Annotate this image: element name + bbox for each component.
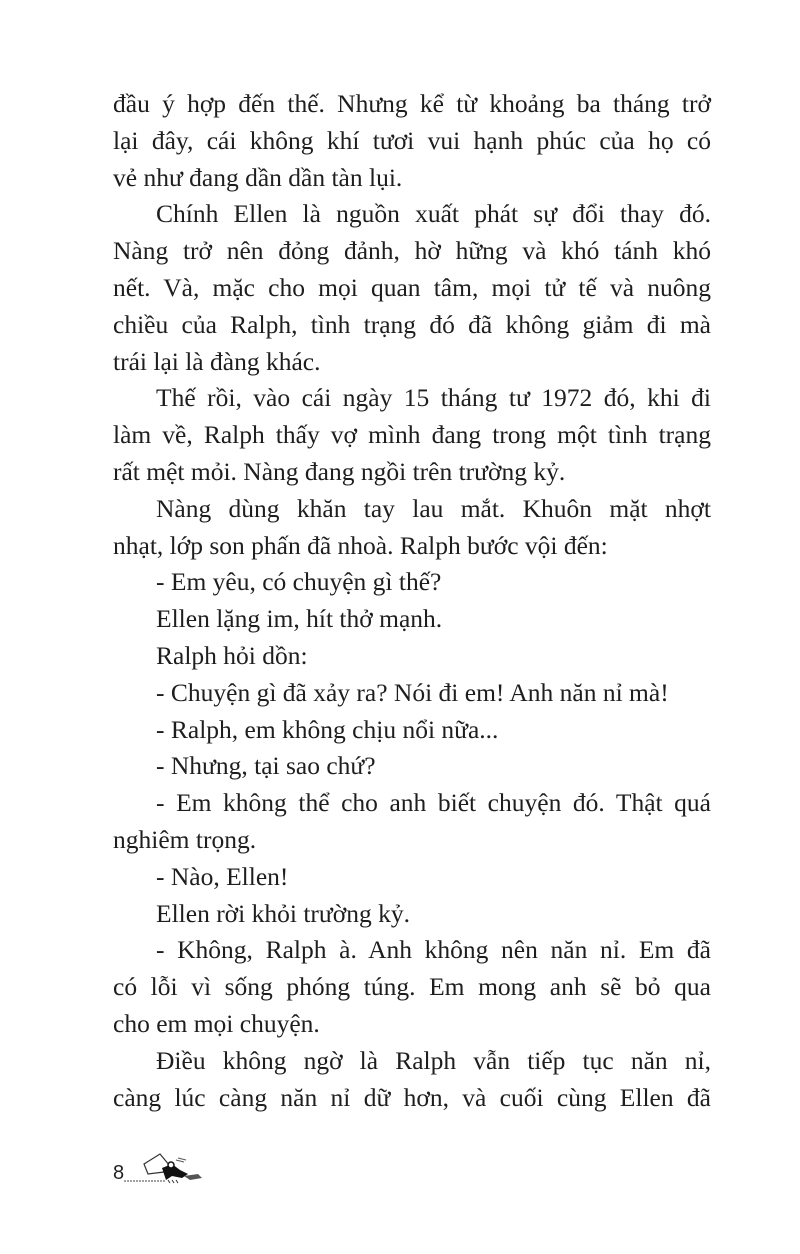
text-line: - Em yêu, có chuyện gì thế? — [156, 567, 442, 597]
text-line: - Ralph, em không chịu nổi nữa... — [156, 714, 499, 744]
page-footer — [113, 1150, 214, 1184]
page-number: 8 — [113, 1162, 125, 1184]
text-line: Chính Ellen là nguồn xuất phát sự đổi thay đó. — [156, 199, 711, 229]
text-line: Ellen lặng im, hít thở mạnh. — [156, 604, 443, 634]
text-line: Nàng trở nên đỏng đảnh, hờ hững và khó tánh khó — [113, 236, 711, 266]
text-line: - Em không thể cho anh biết chuyện đó. Thật quá — [156, 788, 711, 818]
text-line: - Nhưng, tại sao chứ? — [156, 751, 376, 781]
text-line: nết. Và, mặc cho mọi quan tâm, mọi tử tế và nuông — [113, 272, 711, 302]
text-line: càng lúc càng năn nỉ dữ hơn, và cuối cùng Ellen đã — [113, 1082, 711, 1112]
text-line: đầu ý hợp đến thế. Nhưng kể từ khoảng ba tháng trở — [113, 89, 711, 118]
text-line: chiều của Ralph, tình trạng đó đã không giảm đi mà — [113, 309, 711, 339]
text-line: nghiêm trọng. — [113, 824, 257, 854]
text-line: lại đây, cái không khí tươi vui hạnh phúc của họ có — [113, 125, 711, 155]
text-line: Thế rồi, vào cái ngày 15 tháng tư 1972 đó, khi đi — [156, 383, 711, 413]
text-line: nhạt, lớp son phấn đã nhoà. Ralph bước vội đến: — [113, 530, 608, 560]
text-line: làm về, Ralph thấy vợ mình đang trong một tình trạng — [113, 420, 711, 450]
text-line: - Nào, Ellen! — [156, 861, 289, 891]
page-body-text — [113, 86, 711, 1116]
text-line: rất mệt mỏi. Nàng đang ngồi trên trường kỷ. — [113, 456, 566, 486]
text-line: - Không, Ralph à. Anh không nên năn nỉ. Em đã — [156, 935, 711, 965]
fishing-figure-ornament-icon — [124, 1150, 214, 1184]
text-line: Ralph hỏi dồn: — [156, 640, 308, 670]
text-line: Ellen rời khỏi trường kỷ. — [156, 898, 410, 928]
text-line: cho em mọi chuyện. — [113, 1008, 320, 1038]
text-line: Nàng dùng khăn tay lau mắt. Khuôn mặt nhợt — [156, 493, 711, 523]
text-line: có lỗi vì sống phóng túng. Em mong anh sẽ bỏ qua — [113, 972, 711, 1002]
text-line: Điều không ngờ là Ralph vẫn tiếp tục năn nỉ, — [156, 1045, 711, 1075]
text-line: - Chuyện gì đã xảy ra? Nói đi em! Anh năn nỉ mà! — [156, 677, 669, 707]
text-line: vẻ như đang dần dần tàn lụi. — [113, 162, 403, 192]
text-line: trái lại là đàng khác. — [113, 346, 321, 376]
